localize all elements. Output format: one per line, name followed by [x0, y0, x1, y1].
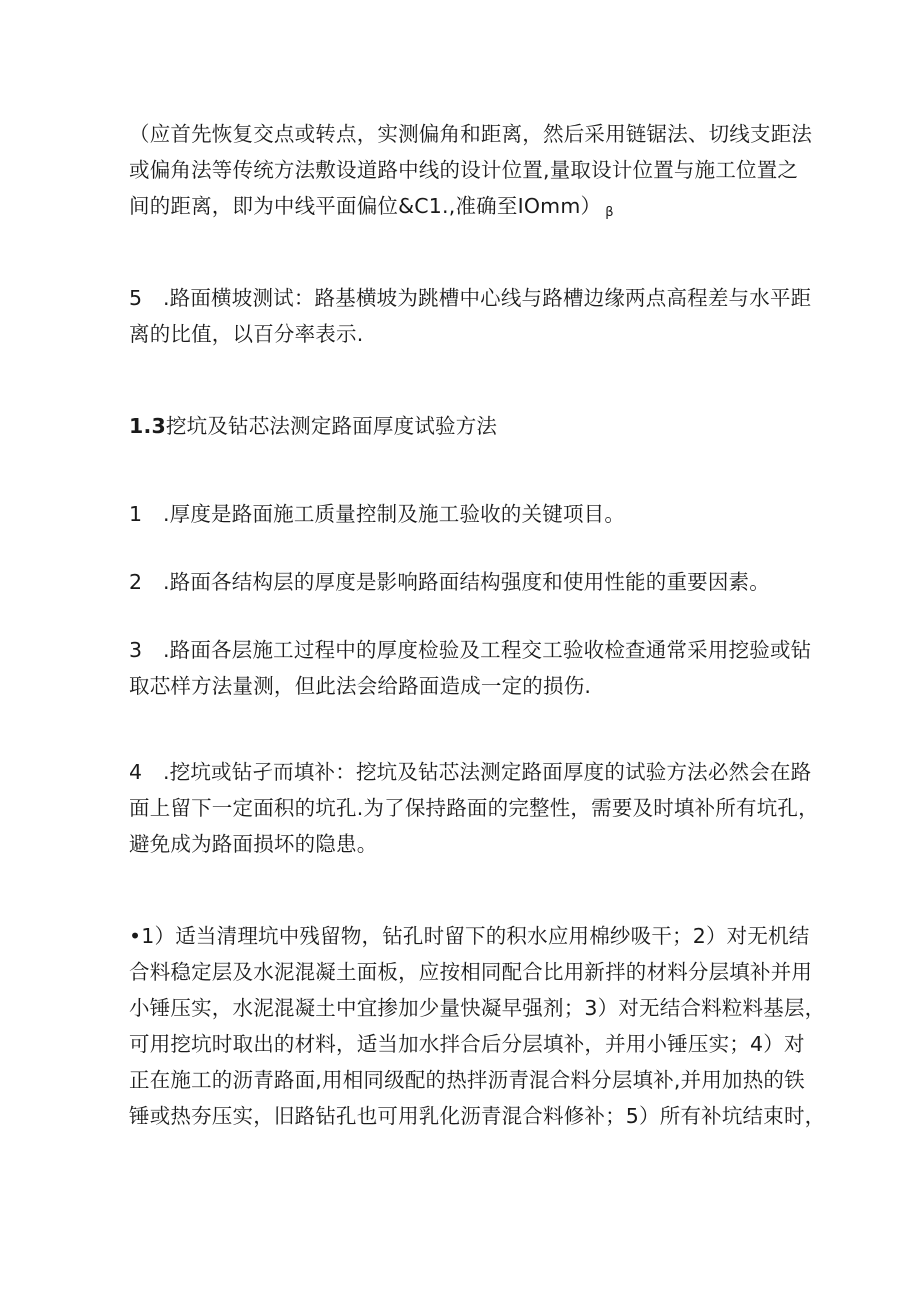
text-line: 1 .厚度是路面施工质量控制及施工验收的关键项目。 — [129, 502, 626, 526]
paragraph-item-3 — [129, 632, 812, 704]
text-line: 正在施工的沥青路面,用相同级配的热拌沥青混合料分层填补,并用加热的铁 — [129, 1068, 805, 1092]
paragraph-offset-method — [129, 116, 813, 224]
text-line: 避免成为路面损坏的隐患。 — [129, 832, 378, 856]
heading-text: 挖坑及钻芯法测定路面厚度试验方法 — [165, 414, 498, 438]
text-line-last — [129, 188, 797, 224]
paragraph-fill-steps — [129, 918, 826, 1134]
heading-number: 1.3 — [129, 414, 166, 438]
text-line: 锤或热夯压实，旧路钻孔也可用乳化沥青混合料修补；5）所有补坑结束时， — [129, 1104, 826, 1128]
text-line: 5 .路面横坡测试：路基横坡为跳槽中心线与路槽边缘两点高程差与水平距 — [129, 286, 812, 310]
text-line: 2 .路面各结构层的厚度是影响路面结构强度和使用性能的重要因素。 — [129, 570, 770, 594]
trailing-mark: β — [605, 205, 614, 220]
text-line: 合料稳定层及水泥混凝土面板，应按相同配合比用新拌的材料分层填补并用 — [129, 960, 813, 984]
paragraph-item-5 — [129, 280, 812, 352]
text-line: 可用挖坑时取出的材料，适当加水拌合后分层填补，并用小锤压实；4）对 — [129, 1032, 805, 1056]
heading-line — [129, 408, 797, 444]
text-line: 3 .路面各层施工过程中的厚度检验及工程交工验收检查通常采用挖验或钻 — [129, 638, 812, 662]
text-line: •1）适当清理坑中残留物，钻孔时留下的积水应用棉纱吸干；2）对无机结 — [129, 924, 810, 948]
section-heading-1-3 — [129, 408, 797, 444]
paragraph-item-1 — [129, 496, 797, 532]
text-line: （应首先恢复交点或转点，实测偏角和距离，然后采用链锯法、切线支距法 — [129, 122, 813, 146]
text-line: 4 .挖坑或钻孑而填补：挖坑及钻芯法测定路面厚度的试验方法必然会在路 — [129, 760, 812, 784]
text-line: 取芯样方法量测，但此法会给路面造成一定的损伤. — [129, 674, 592, 698]
paragraph-item-2 — [129, 564, 797, 600]
paragraph-item-4 — [129, 754, 819, 862]
text-line: 离的比值，以百分率表示. — [129, 322, 364, 346]
text-line: 小锤压实，水泥混凝土中宜掺加少量快凝早强剂；3）对无结合料粒料基层， — [129, 996, 826, 1020]
text-line: 或偏角法等传统方法敷设道路中线的设计位置,量取设计位置与施工位置之 — [129, 158, 799, 182]
text-line-content: 间的距离，即为中线平面偏位&C1.,准确至IOmm） — [129, 194, 602, 218]
text-line: 面上留下一定面积的坑孔.为了保持路面的完整性，需要及时填补所有坑孔， — [129, 796, 819, 820]
